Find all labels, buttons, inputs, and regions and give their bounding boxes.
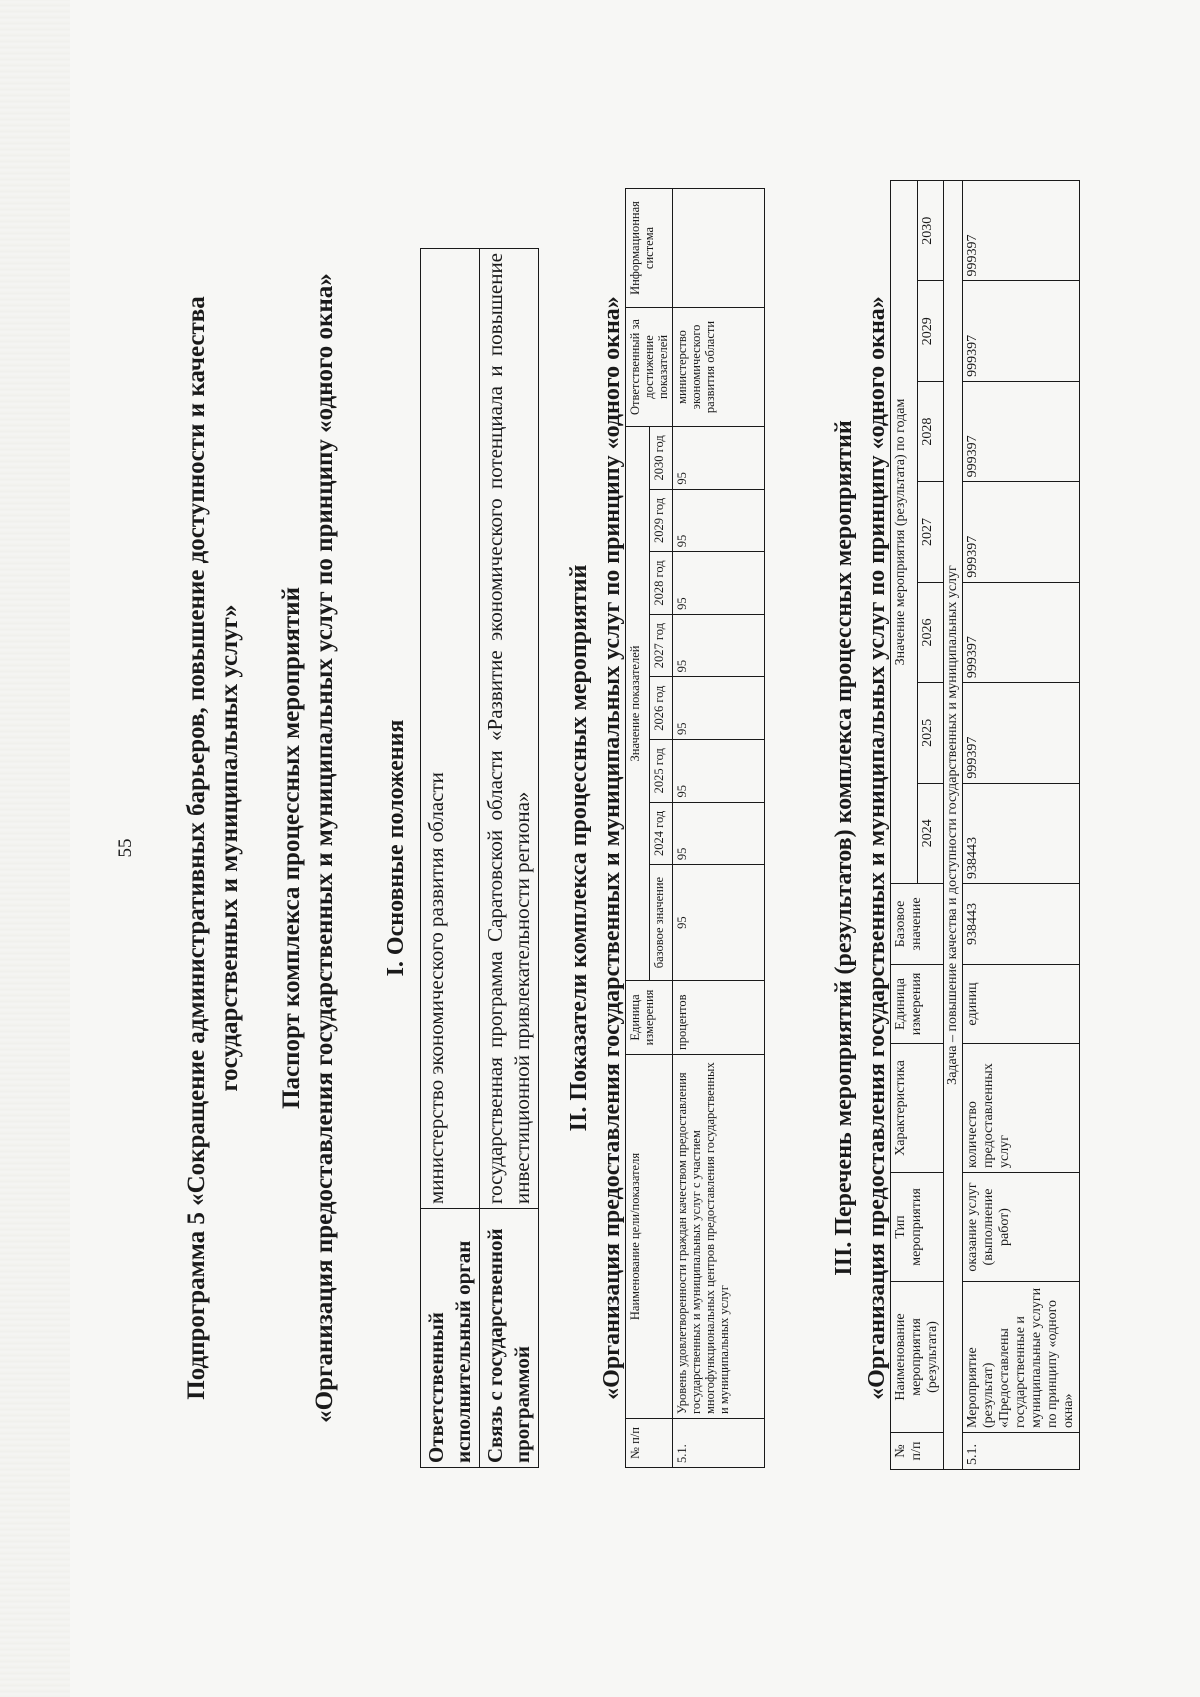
cell-type: оказание услуг (выполнение работ) (963, 1173, 1080, 1282)
col-2026: 2026 (917, 582, 944, 682)
cell-2028: 999397 (963, 381, 1080, 481)
cell-name: Уровень удовлетворенности граждан качеством предоставления государственных и муниципальных услуг с участием многофункциональных центров предоставления государственных и муниципальных услуг (673, 1055, 765, 1419)
indicators-table (625, 188, 765, 1468)
row-value: государственная программа Саратовской области «Развитие экономического потенциала и повышение инвестиционной привлекательности региона» (480, 249, 539, 1209)
col-2029: 2029 год (649, 489, 673, 552)
task-text: Задача – повышение качества и доступности государственных и муниципальных услуг (944, 181, 963, 1470)
cell-characteristic: количество предоставленных услуг (963, 1044, 1080, 1173)
cell-2030: 95 (673, 427, 765, 490)
col-2027: 2027 год (649, 614, 673, 677)
main-provisions-table (420, 248, 539, 1468)
header-row (891, 181, 918, 1470)
cell-2029: 95 (673, 489, 765, 552)
cell-unit: единиц (963, 965, 1080, 1044)
cell-2027: 999397 (963, 482, 1080, 582)
header-row (626, 189, 650, 1468)
table-row (963, 181, 1080, 1470)
cell-2027: 95 (673, 614, 765, 677)
section2-heading-line2: «Организация предоставления государственных и муниципальных услуг по принципу «одного окна» (599, 296, 625, 1400)
col-2027: 2027 (917, 482, 944, 582)
cell-2029: 999397 (963, 281, 1080, 381)
col-infosystem: Информационная система (626, 189, 673, 308)
page-number: 55 (115, 838, 136, 858)
cell-unit: процентов (673, 981, 765, 1055)
activities-table (890, 180, 1080, 1470)
cell-2026: 999397 (963, 582, 1080, 682)
col-unit: Единица измерения (626, 981, 673, 1055)
passport-title (275, 68, 341, 1628)
col-values-group: Значение мероприятия (результата) по годам (891, 181, 918, 884)
col-2030: 2030 год (649, 427, 673, 490)
table-row (421, 249, 480, 1468)
col-responsible: Ответственный за достижение показателей (626, 308, 673, 427)
col-2028: 2028 год (649, 552, 673, 615)
col-base: базовое значение (649, 865, 673, 981)
col-base: Базовое значение (891, 884, 944, 965)
col-name: Наименование мероприятия (результата) (891, 1282, 944, 1433)
cell-base: 95 (673, 865, 765, 981)
passport-title-line2: «Организация предоставления государственных и муниципальных услуг по принципу «одного окна» (311, 273, 338, 1423)
section1-heading: I. Основные положения (383, 719, 409, 977)
section3-heading-line1: III. Перечень мероприятий (результатов) комплекса процессных мероприятий (831, 420, 857, 1276)
cell-num: 5.1. (673, 1419, 765, 1468)
col-type: Тип мероприятия (891, 1173, 944, 1282)
subprogram-title-line1: Подпрограмма 5 «Сокращение административных барьеров, повышение доступности и качества (183, 296, 210, 1400)
col-2024: 2024 (917, 783, 944, 883)
col-2025: 2025 год (649, 739, 673, 802)
col-2025: 2025 (917, 683, 944, 783)
cell-2024: 95 (673, 802, 765, 865)
cell-num: 5.1. (963, 1433, 1080, 1470)
col-2024: 2024 год (649, 802, 673, 865)
col-2030: 2030 (917, 181, 944, 281)
col-name: Наименование цели/показателя (626, 1055, 673, 1419)
passport-title-line1: Паспорт комплекса процессных мероприятий (278, 587, 305, 1109)
row-label: Ответственный исполнительный орган (421, 1209, 480, 1468)
col-values-group: Значение показателей (626, 427, 650, 981)
cell-2025: 999397 (963, 683, 1080, 783)
task-row (944, 181, 963, 1470)
table-row (673, 189, 765, 1468)
rotated-page (45, 68, 1155, 1628)
cell-2024: 938443 (963, 783, 1080, 883)
cell-responsible: министерство экономического развития области (673, 308, 765, 427)
row-label: Связь с государственной программой (480, 1209, 539, 1468)
cell-2028: 95 (673, 552, 765, 615)
col-2028: 2028 (917, 381, 944, 481)
cell-2026: 95 (673, 677, 765, 740)
row-value: министерство экономического развития области (421, 249, 480, 1209)
cell-base: 938443 (963, 884, 1080, 965)
col-characteristic: Характеристика (891, 1044, 944, 1173)
cell-name: Мероприятие (результат) «Предоставлены государственные и муниципальные услуги по принципу «одного окна» (963, 1282, 1080, 1433)
col-num: № п/п (626, 1419, 673, 1468)
col-num: № п/п (891, 1433, 944, 1470)
table-row (480, 249, 539, 1468)
section2-heading (563, 68, 629, 1628)
cell-infosystem (673, 189, 765, 308)
cell-2030: 999397 (963, 181, 1080, 281)
col-unit: Единица измерения (891, 965, 944, 1044)
col-2026: 2026 год (649, 677, 673, 740)
col-2029: 2029 (917, 281, 944, 381)
section3-heading-line2: «Организация предоставления государственных и муниципальных услуг по принципу «одного окна» (864, 296, 890, 1400)
section3-heading (828, 68, 894, 1628)
cell-2025: 95 (673, 739, 765, 802)
section2-heading-line1: II. Показатели комплекса процессных мероприятий (566, 564, 592, 1132)
subprogram-title (180, 68, 246, 1628)
subprogram-title-line2: государственных и муниципальных услуг» (216, 604, 243, 1092)
